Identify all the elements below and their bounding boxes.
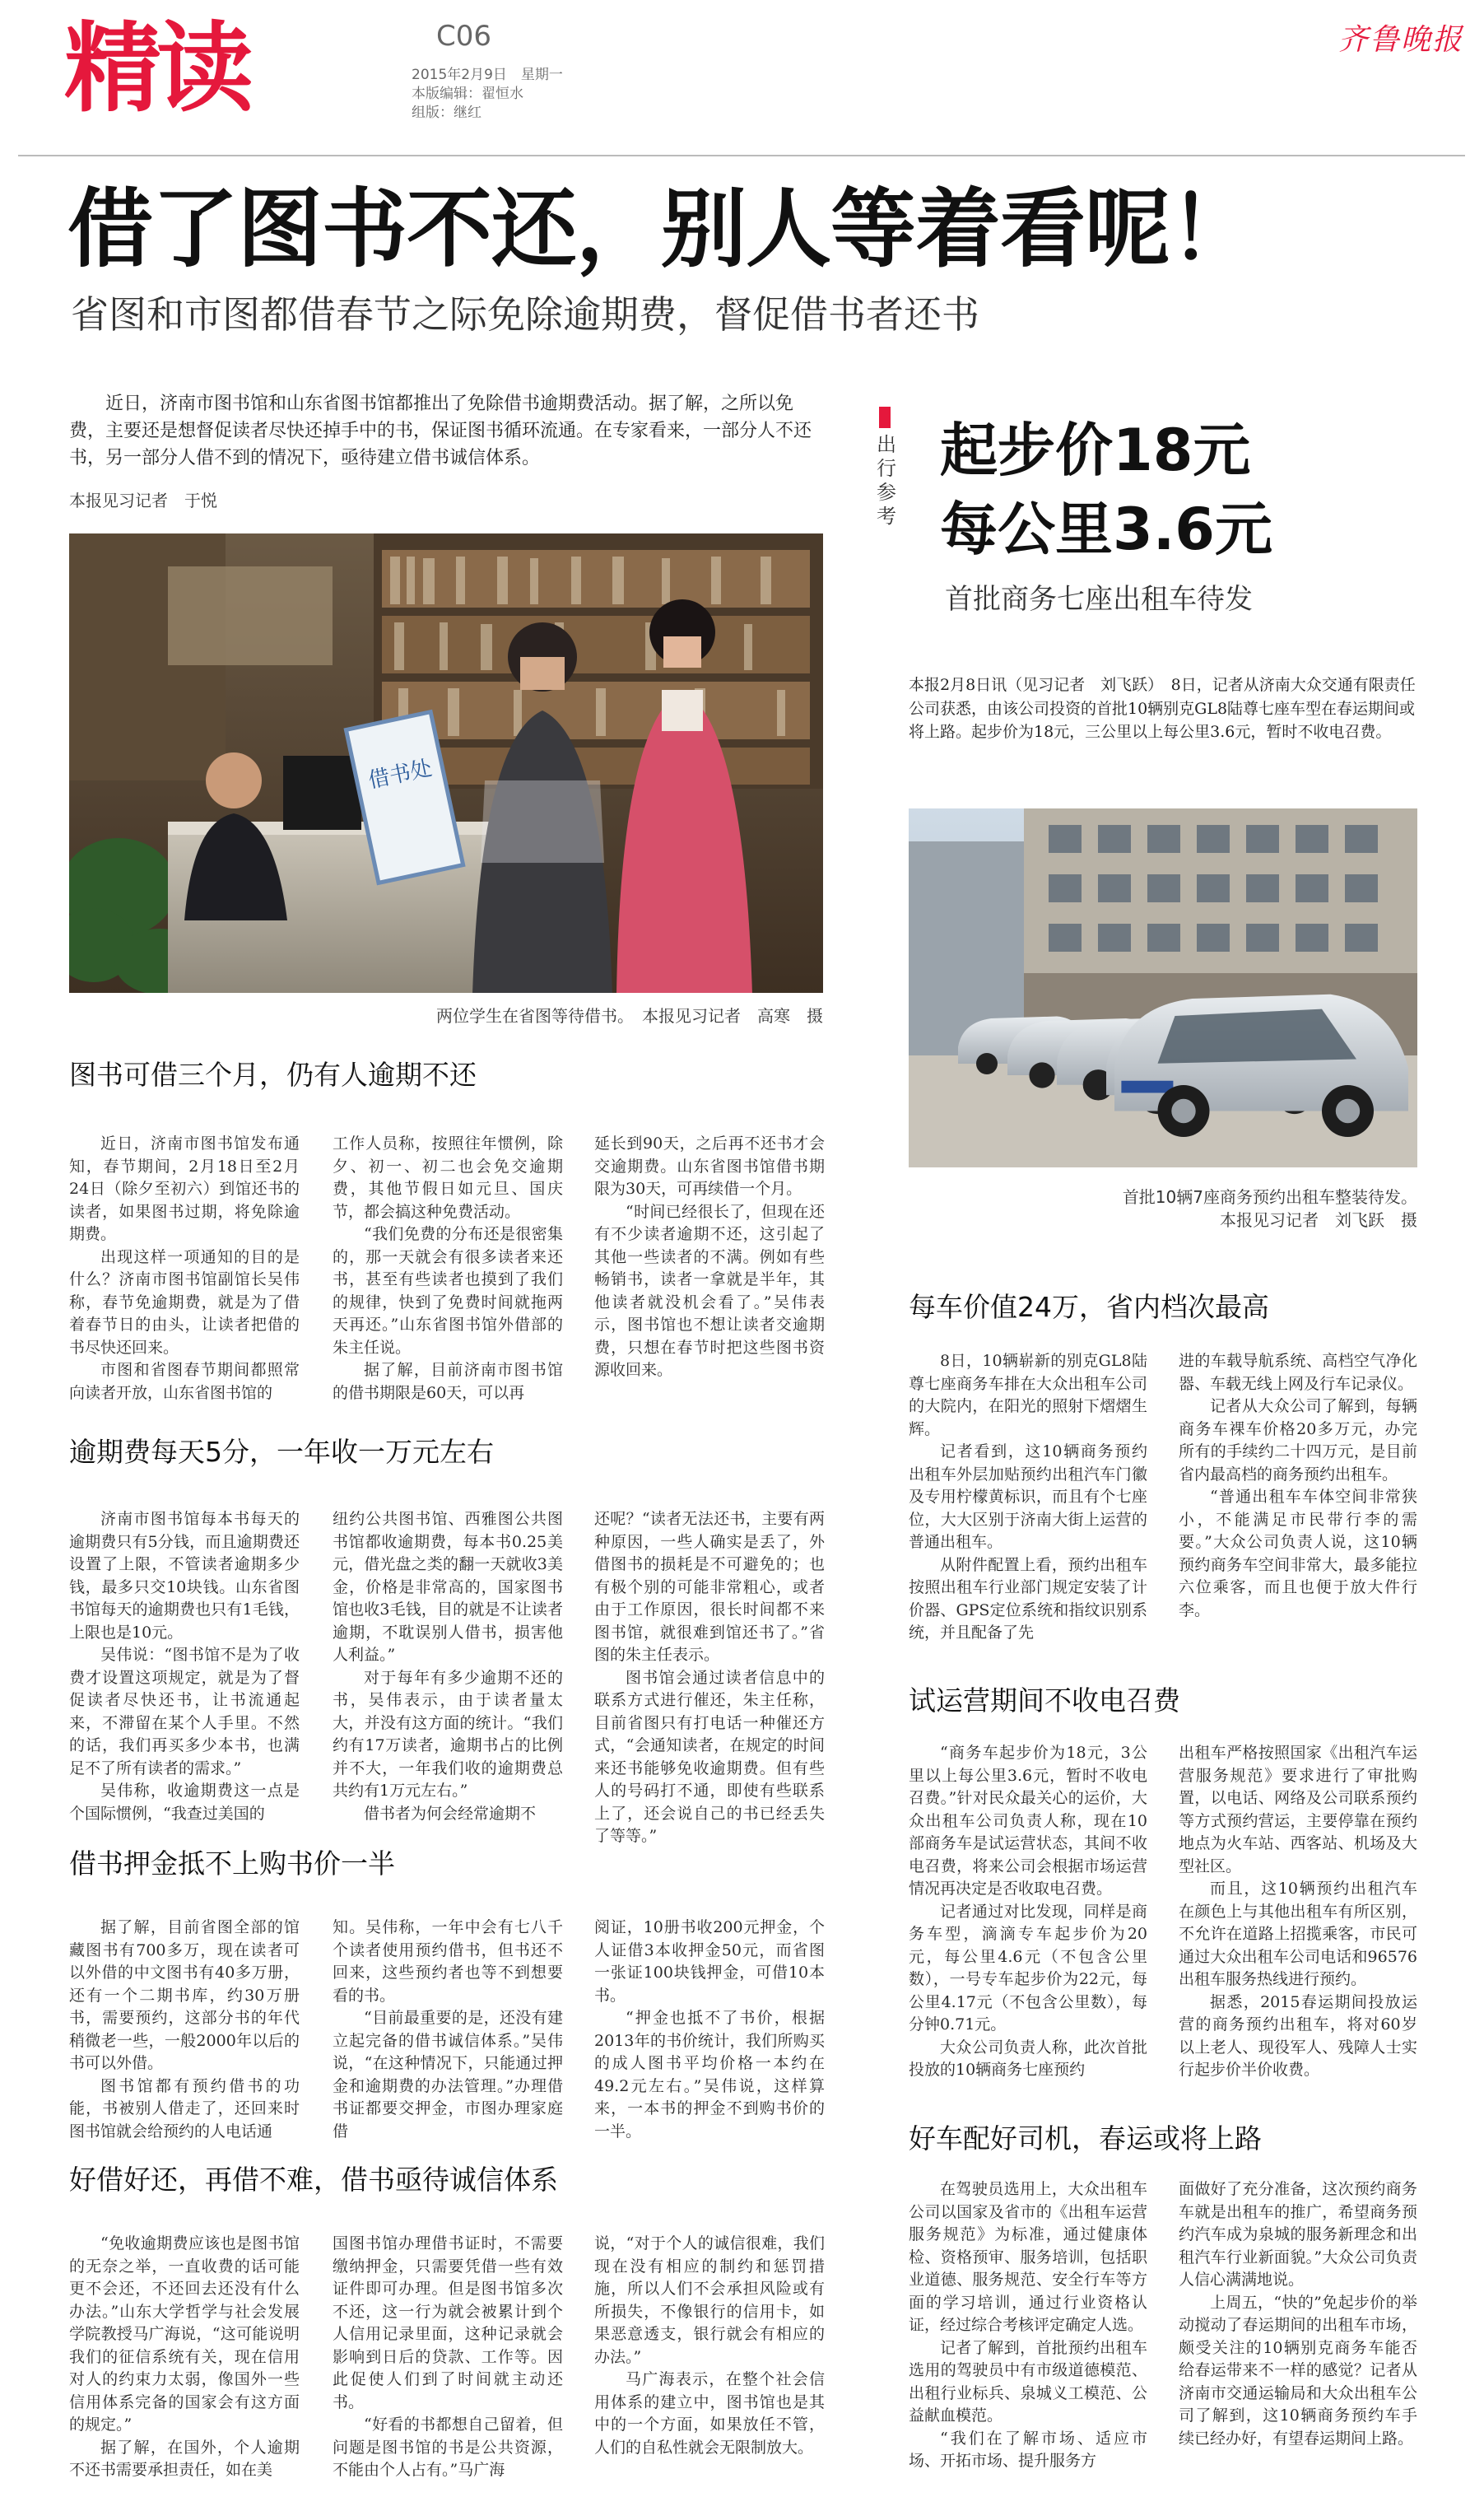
taxi-section-heading-3: 好车配好司机，春运或将上路 xyxy=(909,2122,1262,2155)
paragraph: 吴伟称，收逾期费这一点是个国际惯例，“我查过美国的 xyxy=(69,1782,300,1823)
editor-credit: 本版编辑：翟恒水 xyxy=(412,86,523,102)
section-title: 精读 xyxy=(64,12,249,125)
page-code: C06 xyxy=(436,20,492,53)
paragraph: 济南市图书馆每本书每天的逾期费只有5分钱，而且逾期费还设置了上限，不管读者逾期多少钱，最多只交10块钱。山东省图书馆每天的逾期费也只有1毛钱，上限也是10元。 xyxy=(69,1510,300,1642)
paragraph: “免收逾期费应该也是图书馆的无奈之举，一直收费的话可能更不会还，不还回去还没有什么办法。”山东大学哲学与社会发展学院教授马广海说，“这可能说明我们的征信系统有关，现在信用对人的约束力太弱，像国外一些信用体系完备的国家会有这方面的规定。” xyxy=(69,2234,300,2434)
paragraph: “我们在了解市场、适应市场、开拓市场、提升服务方 xyxy=(909,2429,1147,2470)
page-meta xyxy=(412,66,658,123)
byline: 本报见习记者 于悦 xyxy=(69,491,217,510)
library-photo xyxy=(69,533,823,993)
paragraph: 对于每年有多少逾期不还的书，吴伟表示，由于读者量太大，并没有这方面的统计。“我们约有17万读者，逾期书占的比例并不大，一年我们收的逾期费总共约有1万元左右。” xyxy=(333,1668,563,1800)
paragraph: 吴伟说：“图书馆不是为了收费才设置这项规定，就是为了督促读者尽快还书，让书流通起来，不滞留在某个人手里。不然的话，我们再买多少本书，也满足不了所有读者的需求。” xyxy=(69,1646,300,1777)
paragraph: 记者从大众公司了解到，每辆商务车裸车价格20多万元，办完所有的手续约二十四万元，是目前省内最高档的商务预约出租车。 xyxy=(1179,1397,1417,1484)
paragraph: 阅证，10册书收200元押金，个人证借3本收押金50元，而省图一张证100块钱押金，可借10本书。 xyxy=(594,1918,825,2005)
taxi-section-2-column-1 xyxy=(909,1742,1147,2129)
paragraph: 8日，10辆崭新的别克GL8陆尊七座商务车排在大众出租车公司的大院内，在阳光的照射下熠熠生辉。 xyxy=(909,1352,1147,1438)
taxi-scene-illustration xyxy=(909,808,1417,1167)
section-4-column-2 xyxy=(333,2233,563,2496)
section-heading-3: 借书押金抵不上购书价一半 xyxy=(69,1847,395,1880)
section-3-column-3 xyxy=(594,1917,825,2147)
taxi-photo-caption-line-1: 首批10辆7座商务预约出租车整装待发。 xyxy=(1122,1187,1417,1207)
taxi-subheadline: 首批商务七座出租车待发 xyxy=(945,583,1253,616)
section-1-column-1 xyxy=(69,1133,300,1479)
taxi-photo xyxy=(909,808,1417,1167)
paragraph: 在驾驶员选用上，大众出租车公司以国家及省市的《出租车运营服务规范》为标准，通过健康体检、资格预审、服务培训，包括职业道德、服务规范、安全行车等方面的学习培训，通过行业资格认证，经过综合考核评定确定人选。 xyxy=(909,2180,1147,2334)
taxi-headline-line-1: 起步价18元 xyxy=(940,417,1251,484)
taxi-photo-caption-line-2: 本报见习记者 刘飞跃 摄 xyxy=(1220,1210,1417,1230)
section-3-column-2 xyxy=(333,1917,563,2147)
taxi-photo-caption xyxy=(909,1186,1417,1232)
paragraph: 马广海表示，在整个社会信用体系的建立中，图书馆也是其中的一个方面，如果放任不管，人们的自私性就会无限制放大。 xyxy=(594,2370,825,2457)
paragraph: 纽约公共图书馆、西雅图公共图书馆都收逾期费，每本书0.25美元，借光盘之类的翻一天就收3美金，价格是非常高的，国家图书馆也收3毛钱，目的就是不让读者逾期，不耽误别人借书，损害他人利益。” xyxy=(333,1510,563,1664)
paragraph: 而且，这10辆预约出租汽车在颜色上与其他出租车有所区别，不允许在道路上招揽乘客，市民可通过大众出租车公司电话和96576出租车服务热线进行预约。 xyxy=(1179,1880,1417,1988)
header-divider xyxy=(18,155,1465,156)
paragraph: 图书馆会通过读者信息中的联系方式进行催还，朱主任称，目前省图只有打电话一种催还方式，“会通知读者，在规定的时间来还书能够免收逾期费。但有些人的号码打不通，即使有些联系上了，还会说自己的书已经丢失了等等。” xyxy=(594,1668,825,1845)
section-masthead xyxy=(64,7,361,130)
section-heading-4: 好借好还，再借不难，借书亟待诚信体系 xyxy=(69,2164,558,2196)
taxi-section-3-column-2 xyxy=(1179,2178,1417,2499)
lead-paragraph: 近日，济南市图书馆和山东省图书馆都推出了免除借书逾期费活动。据了解，之所以免费，主要还是想督促读者尽快还掉手中的书，保证图书循环流通。在专家看来，一部分人不还书，另一部分人借不到的情况下，亟待建立借书诚信体系。 xyxy=(69,394,812,468)
paragraph: 工作人员称，按照往年惯例，除夕、初一、初二也会免交逾期费，其他节假日如元旦、国庆节，都会搞这种免费活动。 xyxy=(333,1134,563,1221)
paragraph: “普通出租车车体空间非常狭小，不能满足市民带行李的需要。”大众公司负责人说，这10辆预约商务车空间非常大，最多能拉六位乘客，而且也便于放大件行李。 xyxy=(1179,1488,1417,1619)
paragraph: 知。吴伟称，一年中会有七八千个读者使用预约借书，但书还不回来，这些预约者也等不到想要看的书。 xyxy=(333,1918,563,2005)
section-3-column-1 xyxy=(69,1917,300,2147)
paragraph: 据悉，2015春运期间投放运营的商务预约出租车，将对60岁以上老人、现役军人、残障人士实行起步价半价收费。 xyxy=(1179,1992,1417,2079)
sidebar-red-marker xyxy=(879,407,891,428)
section-heading-1: 图书可借三个月，仍有人逾期不还 xyxy=(69,1059,477,1091)
taxi-section-heading-2: 试运营期间不收电召费 xyxy=(909,1684,1180,1717)
section-4-column-1 xyxy=(69,2233,300,2496)
bookshelf-rows xyxy=(382,550,810,785)
section-2-column-3 xyxy=(594,1508,825,1854)
computer-monitor xyxy=(283,756,361,830)
layout-credit: 组版：继红 xyxy=(412,105,481,121)
section-1-column-3 xyxy=(594,1133,825,1479)
taxi-section-heading-1: 每车价值24万，省内档次最高 xyxy=(909,1291,1269,1323)
taxi-section-2-column-2 xyxy=(1179,1742,1417,2129)
paragraph: 出租车严格按照国家《出租汽车运营服务规范》要求进行了审批购置，以电话、网络及公司联系预约等方式预约营运，主要停靠在预约地点为火车站、西客站、机场及大型社区。 xyxy=(1179,1744,1417,1875)
paragraph: 上周五，“快的”免起步价的举动搅动了春运期间的出租车市场，颇受关注的10辆别克商务车能否给春运带来不一样的感觉？记者从济南市交通运输局和大众出租车公司了解到，这10辆商务预约车手续已经办好，有望春运期间上路。 xyxy=(1179,2293,1417,2448)
paragraph: 延长到90天，之后再不还书才会交逾期费。山东省图书馆借书期限为30天，可再续借一个月。 xyxy=(594,1134,825,1198)
taxi-section-1-column-1 xyxy=(909,1350,1147,1688)
taxi-section-3-column-1 xyxy=(909,2178,1147,2499)
paragraph: 面做好了充分准备，这次预约商务车就是出租车的推广，希望商务预约汽车成为泉城的服务新理念和出租汽车行业新面貌。”大众公司负责人信心满满地说。 xyxy=(1179,2180,1417,2289)
paragraph: “押金也抵不了书价，根据2013年的书价统计，我们所购买的成人图书平均价格一本约在49.2元左右。”吴伟说，这样算来，一本书的押金不到购书价的一半。 xyxy=(594,2009,825,2141)
taxi-headline-line-2: 每公里3.6元 xyxy=(940,496,1273,563)
paragraph: 据了解，在国外，个人逾期不还书需要承担责任，如在美 xyxy=(69,2438,300,2479)
paragraph: 记者看到，这10辆商务预约出租车外层加贴预约出租汽车门徽及专用柠檬黄标识，而且有个七座位，大大区别于济南大街上运营的普通出租车。 xyxy=(909,1442,1147,1551)
paragraph: 记者通过对比发现，同样是商务车型，滴滴专车起步价为20元，每公里4.6元（不包含公里数），一号专车起步价为22元，每公里4.17元（不包含公里数），每分钟0.71元。 xyxy=(909,1902,1147,2033)
section-2-column-1 xyxy=(69,1508,300,1854)
paragraph: 借书者为何会经常逾期不 xyxy=(364,1804,537,1823)
paragraph: 大众公司负责人称，此次首批投放的10辆商务七座预约 xyxy=(909,2038,1147,2079)
section-2-column-2 xyxy=(333,1508,563,1854)
paragraph: 据了解，目前省图全部的馆藏图书有700多万，现在读者可以外借的中文图书有40多万册，还有一个二期书库，约30万册书，需要预约，这部分书的年代稍微老一些，一般2000年以后的书可以外借。 xyxy=(69,1918,300,2072)
paragraph: 图书馆都有预约借书的功能，书被别人借走了，还回来时图书馆就会给预约的人电话通 xyxy=(69,2076,300,2141)
taxi-lead-paragraph: 本报2月8日讯（见习记者 刘飞跃） 8日，记者从济南大众交通有限责任公司获悉，由该公司投资的首批10辆别克GL8陆尊七座车型在春运期间或将上路。起步价为18元，三公里以上每公里3.6元，暂时不收电召费。 xyxy=(909,676,1416,741)
paragraph: 从附件配置上看，预约出租车按照出租车行业部门规定安装了计价器、GPS定位系统和指纹识别系统，并且配备了先 xyxy=(909,1555,1147,1642)
paragraph: 还呢？“读者无法还书，主要有两种原因，一些人确实是丢了，外借图书的损耗是不可避免的；也有极个别的可能非常粗心，或者由于工作原因，很长时间都不来图书馆，就很难到馆还书了。”省图的朱主任表示。 xyxy=(594,1510,825,1664)
sidebar-tag: 出行参考 xyxy=(877,433,896,528)
paragraph: 近日，济南市图书馆发布通知，春节期间，2月18日至2月24日（除夕至初六）到馆还书的读者，如果图书过期，将免除逾期费。 xyxy=(69,1134,300,1243)
paragraph: 记者了解到，首批预约出租车选用的驾驶员中有市级道德模范、出租行业标兵、泉城义工模范、公益献血模范。 xyxy=(909,2338,1147,2425)
sign-text: 借书处 xyxy=(365,756,435,794)
sub-headline: 省图和市图都借春节之际免除逾期费，督促借书者还书 xyxy=(71,292,979,337)
issue-date: 2015年2月9日 星期一 xyxy=(412,67,563,83)
paragraph: 说，“对于个人的诚信很难，我们现在没有相应的制约和惩罚措施，所以人们不会承担风险或有所损失，不像银行的信用卡，如果恶意透支，银行就会有相应的办法。” xyxy=(594,2234,825,2366)
paragraph: 国图书馆办理借书证时，不需要缴纳押金，只需要凭借一些有效证件即可办理。但是图书馆多次不还，这一行为就会被累计到个人信用记录里面，这种记录就会影响到日后的贷款、工作等。因此促使人们到了时间就主动还书。 xyxy=(333,2234,563,2411)
main-headline: 借了图书不还，别人等着看呢！ xyxy=(67,179,1255,279)
paragraph: 进的车载导航系统、高档空气净化器、车载无线上网及行车记录仪。 xyxy=(1179,1352,1417,1393)
section-heading-2: 逾期费每天5分，一年收一万元左右 xyxy=(69,1436,494,1468)
paragraph: “时间已经很长了，但现在还有不少读者逾期不还，这引起了其他一些读者的不满。例如有些畅销书，读者一拿就是半年，其他读者就没机会看了。”吴伟表示，图书馆也不想让读者交逾期费，只想在春节时把这些图书资源收回来。 xyxy=(594,1202,825,1379)
paragraph: “目前最重要的是，还没有建立起完备的借书诚信体系。”吴伟说，“在这种情况下，只能通过押金和逾期费的办法管理。”办理借书证都要交押金，市图办理家庭借 xyxy=(333,2009,563,2141)
section-1-column-2 xyxy=(333,1133,563,1479)
section-4-column-3 xyxy=(594,2233,825,2496)
paragraph: “我们免费的分布还是很密集的，那一天就会有很多读者来还书，甚至有些读者也摸到了我们的规律，快到了免费时间就拖两天再还。”山东省图书馆外借部的朱主任说。 xyxy=(333,1225,563,1357)
paragraph: 市图和省图春节期间都照常向读者开放，山东省图书馆的 xyxy=(69,1361,300,1402)
photo-caption-left: 两位学生在省图等待借书。 本报见习记者 高寒 摄 xyxy=(436,1006,823,1026)
newspaper-logo: 齐鲁晚报 xyxy=(1337,23,1463,57)
library-scene-illustration xyxy=(69,533,823,993)
paragraph: “好看的书都想自己留着，但问题是图书馆的书是公共资源，不能由个人占有。”马广海 xyxy=(333,2415,563,2479)
paragraph: 据了解，目前济南市图书馆的借书期限是60天，可以再 xyxy=(333,1361,563,1402)
paragraph: “商务车起步价为18元，3公里以上每公里3.6元，暂时不收电召费。”针对民众最关心的运价，大众出租车公司负责人称，现在10部商务车是试运营状态，其间不收电召费，将来公司会根据市场运营情况再决定是否收取电召费。 xyxy=(909,1744,1147,1898)
taxi-section-1-column-2 xyxy=(1179,1350,1417,1688)
paragraph: 出现这样一项通知的目的是什么？济南市图书馆副馆长吴伟称，春节免逾期费，就是为了借着春节日的由头，让读者把借的书尽快还回来。 xyxy=(69,1247,300,1357)
